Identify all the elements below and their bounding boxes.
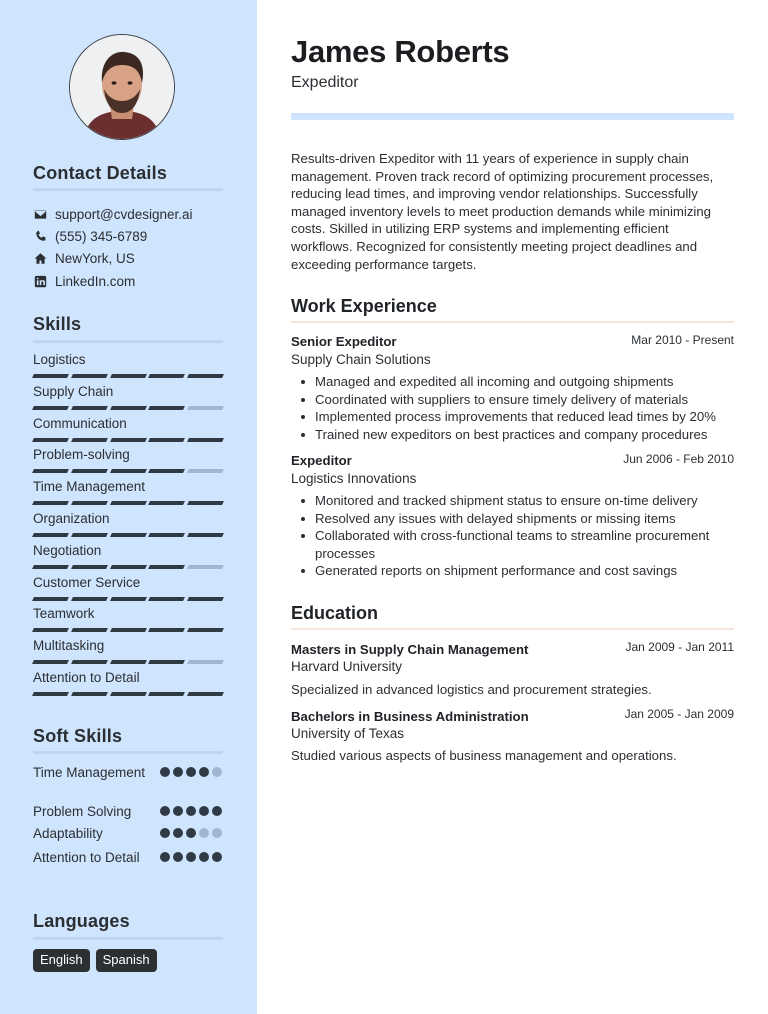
degree-dates: Jan 2005 - Jan 2009 (624, 707, 734, 721)
job-bullets (315, 373, 735, 443)
sidebar (0, 0, 257, 1014)
soft-skill-item (33, 849, 223, 866)
job-bullet: Resolved any issues with delayed shipments or missing items (315, 510, 735, 528)
skill-segment-filled (32, 660, 69, 664)
skill-item (33, 543, 223, 575)
skill-segment-filled (32, 469, 69, 473)
job-bullet: Coordinated with suppliers to ensure timely delivery of materials (315, 391, 735, 409)
skill-segment-filled (110, 374, 147, 378)
job-title: Expeditor (291, 453, 352, 468)
skill-name: Teamwork (33, 606, 95, 621)
contact-phone-text: (555) 345-6789 (55, 228, 148, 244)
job-role: Expeditor (291, 74, 359, 91)
skill-segment-filled (148, 501, 185, 505)
job-bullet: Collaborated with cross-functional teams to streamline procurement processes (315, 527, 735, 562)
skill-level-bar (33, 438, 223, 442)
rating-dot-filled (173, 828, 183, 838)
skill-item (33, 416, 223, 448)
work-experience-heading: Work Experience (291, 296, 437, 316)
header-accent-bar (291, 113, 734, 120)
skill-segment-filled (110, 406, 147, 410)
contact-email[interactable] (33, 205, 193, 223)
skill-segment-filled (71, 533, 108, 537)
contact-linkedin[interactable] (33, 272, 135, 290)
skill-segment-filled (32, 597, 69, 601)
phone-icon (33, 229, 47, 243)
work-experience-divider (291, 321, 734, 323)
job-dates: Jun 2006 - Feb 2010 (623, 452, 734, 466)
rating-dot-filled (199, 806, 209, 816)
skill-item (33, 352, 223, 384)
skill-segment-filled (148, 469, 185, 473)
skill-segment-filled (32, 628, 69, 632)
skill-level-bar (33, 628, 223, 632)
skill-level-bar (33, 692, 223, 696)
skill-level-bar (33, 660, 223, 664)
soft-skill-item (33, 764, 223, 781)
job-bullet: Generated reports on shipment performance and cost savings (315, 562, 735, 580)
rating-dot-filled (212, 852, 222, 862)
skill-segment-filled (148, 660, 185, 664)
skill-segment-empty (187, 469, 224, 473)
contact-email-text: support@cvdesigner.ai (55, 206, 193, 222)
skill-segment-empty (187, 565, 224, 569)
rating-dot-filled (173, 806, 183, 816)
skill-segment-filled (110, 438, 147, 442)
skill-item (33, 575, 223, 607)
skill-name: Communication (33, 416, 127, 431)
skill-segment-filled (187, 533, 224, 537)
skill-segment-filled (187, 628, 224, 632)
job-bullet: Trained new expeditors on best practices and company procedures (315, 426, 735, 444)
skill-name: Logistics (33, 352, 86, 367)
degree-title: Masters in Supply Chain Management (291, 642, 529, 657)
skill-segment-filled (71, 628, 108, 632)
languages-list (33, 949, 157, 972)
skill-name: Problem-solving (33, 447, 130, 462)
skill-segment-filled (32, 692, 69, 696)
languages-divider (33, 937, 223, 940)
skill-name: Attention to Detail (33, 670, 140, 685)
contact-heading: Contact Details (33, 163, 168, 183)
skill-segment-empty (187, 406, 224, 410)
skill-name: Customer Service (33, 575, 141, 590)
skill-segment-filled (110, 692, 147, 696)
contact-location-text: NewYork, US (55, 250, 135, 266)
degree-title: Bachelors in Business Administration (291, 709, 529, 724)
rating-dot-filled (160, 806, 170, 816)
skill-segment-filled (71, 374, 108, 378)
job-company: Supply Chain Solutions (291, 352, 431, 367)
school-name: University of Texas (291, 726, 405, 741)
rating-dot-filled (212, 806, 222, 816)
rating-dot-filled (186, 828, 196, 838)
skill-segment-filled (32, 533, 69, 537)
summary-paragraph: Results-driven Expeditor with 11 years of experience in supply chain management. Proven track record of optimizing procurement processes, reducing lead times, and improving vendor relationships. Successfully managed inventory levels to meet production demands while minimizing costs. Skilled in utilizing ERP systems and implementing efficient workflows. Recognized for consistently meeting project deadlines and exceeding performance targets. (291, 151, 714, 272)
skill-level-bar (33, 501, 223, 505)
skill-level-bar (33, 406, 223, 410)
job-bullet: Monitored and tracked shipment status to ensure on-time delivery (315, 492, 735, 510)
skill-segment-filled (187, 692, 224, 696)
skill-segment-filled (32, 501, 69, 505)
skill-segment-filled (71, 692, 108, 696)
rating-dot-filled (173, 852, 183, 862)
soft-skill-item (33, 825, 223, 842)
skill-segment-filled (71, 406, 108, 410)
job-title: Senior Expeditor (291, 334, 397, 349)
contact-linkedin-text: LinkedIn.com (55, 273, 136, 289)
rating-dot-filled (160, 828, 170, 838)
skill-segment-filled (71, 565, 108, 569)
skill-level-bar (33, 469, 223, 473)
skills-heading: Skills (33, 314, 82, 334)
skill-segment-filled (71, 469, 108, 473)
skill-name: Time Management (33, 479, 146, 494)
skill-item (33, 606, 223, 638)
skill-level-bar (33, 597, 223, 601)
skill-segment-filled (110, 565, 147, 569)
skill-segment-filled (110, 628, 147, 632)
degree-description: Studied various aspects of business management and operations. (291, 748, 677, 763)
rating-dot-filled (199, 852, 209, 862)
job-bullets (315, 492, 735, 580)
skill-item (33, 511, 223, 543)
school-name: Harvard University (291, 659, 403, 674)
skill-segment-filled (32, 374, 69, 378)
skill-segment-filled (148, 533, 185, 537)
rating-dot-filled (160, 852, 170, 862)
page-title: James Roberts (291, 34, 510, 69)
rating-dot-filled (186, 767, 196, 777)
skill-segment-filled (71, 501, 108, 505)
soft-skill-rating (160, 852, 222, 862)
education-divider (291, 628, 734, 630)
home-icon (33, 251, 47, 265)
skill-name: Organization (33, 511, 110, 526)
skill-segment-filled (71, 597, 108, 601)
skill-name: Supply Chain (33, 384, 114, 399)
contact-phone[interactable] (33, 227, 147, 245)
soft-skill-name: Problem Solving (33, 804, 132, 819)
rating-dot-filled (173, 767, 183, 777)
soft-skill-name: Attention to Detail (33, 850, 140, 865)
rating-dot-empty (212, 767, 222, 777)
skill-segment-filled (187, 438, 224, 442)
skill-level-bar (33, 374, 223, 378)
contact-location (33, 249, 135, 267)
soft-skill-item (33, 803, 223, 820)
skill-segment-filled (148, 692, 185, 696)
skill-item (33, 638, 223, 670)
rating-dot-filled (160, 767, 170, 777)
envelope-icon (33, 207, 47, 221)
soft-skills-heading: Soft Skills (33, 726, 123, 746)
skill-segment-filled (187, 374, 224, 378)
skill-segment-filled (32, 565, 69, 569)
skill-segment-filled (110, 501, 147, 505)
languages-heading: Languages (33, 911, 130, 931)
rating-dot-empty (212, 828, 222, 838)
skill-name: Negotiation (33, 543, 102, 558)
linkedin-icon (33, 274, 47, 288)
profile-photo-icon (70, 35, 174, 139)
skill-name: Multitasking (33, 638, 105, 653)
skill-segment-filled (32, 406, 69, 410)
soft-skill-name: Adaptability (33, 826, 103, 841)
skill-segment-filled (187, 597, 224, 601)
job-bullet: Implemented process improvements that reduced lead times by 20% (315, 408, 735, 426)
job-company: Logistics Innovations (291, 471, 417, 486)
soft-skill-name: Time Management (33, 765, 146, 780)
skills-divider (33, 340, 223, 343)
rating-dot-filled (199, 767, 209, 777)
skill-segment-filled (148, 406, 185, 410)
language-badge: Spanish (96, 949, 157, 972)
rating-dot-filled (186, 852, 196, 862)
avatar (69, 34, 175, 140)
skill-segment-filled (187, 501, 224, 505)
soft-skill-rating (160, 806, 222, 816)
skill-segment-filled (110, 597, 147, 601)
skill-segment-filled (148, 438, 185, 442)
degree-dates: Jan 2009 - Jan 2011 (625, 640, 734, 654)
soft-skills-divider (33, 751, 223, 754)
skill-level-bar (33, 565, 223, 569)
job-bullet: Managed and expedited all incoming and outgoing shipments (315, 373, 735, 391)
contact-divider (33, 188, 223, 191)
skill-item (33, 384, 223, 416)
skill-segment-filled (110, 533, 147, 537)
education-heading: Education (291, 603, 379, 623)
skill-segment-filled (148, 597, 185, 601)
skill-segment-filled (32, 438, 69, 442)
soft-skill-rating (160, 828, 222, 838)
skill-level-bar (33, 533, 223, 537)
rating-dot-empty (199, 828, 209, 838)
skill-segment-filled (148, 374, 185, 378)
skill-segment-filled (148, 565, 185, 569)
skill-segment-filled (110, 660, 147, 664)
skill-segment-filled (110, 469, 147, 473)
skill-item (33, 447, 223, 479)
soft-skill-rating (160, 767, 222, 777)
skill-segment-filled (148, 628, 185, 632)
skill-item (33, 479, 223, 511)
degree-description: Specialized in advanced logistics and procurement strategies. (291, 682, 652, 697)
skill-item (33, 670, 223, 702)
language-badge: English (33, 949, 90, 972)
skill-segment-empty (187, 660, 224, 664)
skill-segment-filled (71, 438, 108, 442)
skill-segment-filled (71, 660, 108, 664)
job-dates: Mar 2010 - Present (631, 333, 734, 347)
rating-dot-filled (186, 806, 196, 816)
